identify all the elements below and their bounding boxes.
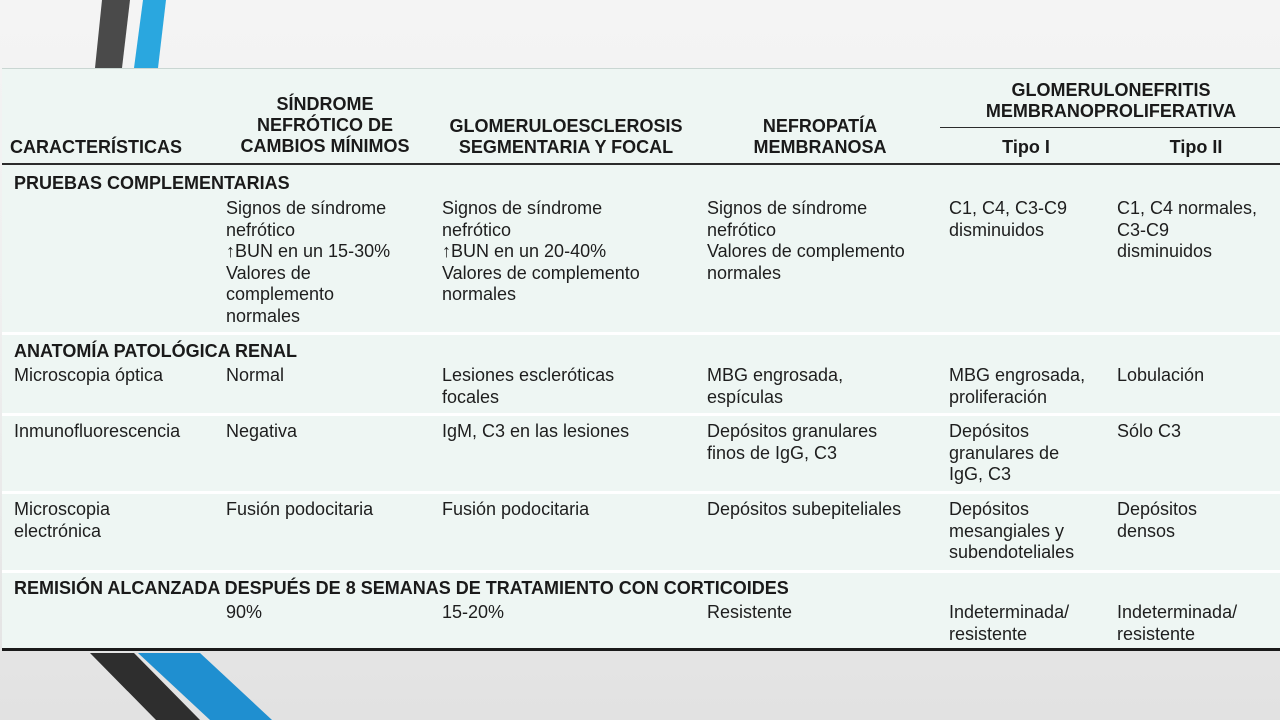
blue-stripe-top xyxy=(134,0,166,68)
cell-remision-membranosa: Resistente xyxy=(707,602,793,622)
header-tipo-1: Tipo I xyxy=(1002,137,1050,157)
cell-optica-gesf: Lesiones escleróticas focales xyxy=(442,365,615,407)
section-pruebas-complementarias xyxy=(2,164,1280,335)
row-label-optica: Microscopia óptica xyxy=(14,365,164,385)
row-label-electronica: Microscopia electrónica xyxy=(14,499,111,541)
cell-pruebas-tipo-2: C1, C4 normales, C3-C9 disminuidos xyxy=(1117,198,1258,261)
cell-electronica-cambios-minimos: Fusión podocitaria xyxy=(226,499,374,519)
cell-electronica-membranosa: Depósitos subepiteliales xyxy=(707,499,902,519)
header-caracteristicas: CARACTERÍSTICAS xyxy=(10,137,183,157)
cell-inmuno-tipo-1: Depósitos granulares de IgG, C3 xyxy=(949,421,1060,484)
row-label-inmuno: Inmunofluorescencia xyxy=(14,421,181,441)
cell-inmuno-membranosa: Depósitos granulares finos de IgG, C3 xyxy=(707,421,878,463)
section-remision xyxy=(2,573,1280,649)
cell-inmuno-gesf: IgM, C3 en las lesiones xyxy=(442,421,630,441)
cell-optica-membranosa: MBG engrosada, espículas xyxy=(707,365,844,407)
cell-electronica-tipo-1: Depósitos mesangiales y subendoteliales xyxy=(949,499,1075,562)
cell-pruebas-membranosa: Signos de síndrome nefrótico Valores de complemento normales xyxy=(707,198,905,283)
cell-remision-tipo-1: Indeterminada/ resistente xyxy=(949,602,1070,644)
comparison-table xyxy=(2,68,1280,651)
header-cambios-minimos: SÍNDROME NEFRÓTICO DE CAMBIOS MÍNIMOS xyxy=(240,94,410,156)
section-anatomia-optica xyxy=(2,335,1280,416)
header-gesf: GLOMERULOESCLEROSIS SEGMENTARIA Y FOCAL xyxy=(449,116,683,157)
header-membranosa: NEFROPATÍA MEMBRANOSA xyxy=(753,116,887,157)
cell-inmuno-cambios-minimos: Negativa xyxy=(226,421,298,441)
cell-pruebas-gesf: Signos de síndrome nefrótico ↑BUN en un 20-40% Valores de complemento normales xyxy=(442,198,640,304)
cell-pruebas-cambios-minimos: Signos de síndrome nefrótico ↑BUN en un 15-30% Valores de complemento normales xyxy=(226,198,391,326)
cell-optica-tipo-2: Lobulación xyxy=(1117,365,1205,385)
cell-remision-tipo-2: Indeterminada/ resistente xyxy=(1117,602,1238,644)
cell-optica-cambios-minimos: Normal xyxy=(226,365,285,385)
section-anatomia-electronica xyxy=(2,494,1280,573)
cell-inmuno-tipo-2: Sólo C3 xyxy=(1117,421,1182,441)
table-header xyxy=(2,69,1280,165)
section-title-remision: REMISIÓN ALCANZADA DESPUÉS DE 8 SEMANAS DE TRATAMIENTO CON CORTICOIDES xyxy=(14,578,789,598)
section-anatomia-inmuno xyxy=(2,416,1280,494)
cell-optica-tipo-1: MBG engrosada, proliferación xyxy=(949,365,1086,407)
cell-remision-cambios-minimos: 90% xyxy=(226,602,263,622)
section-title-anatomia: ANATOMÍA PATOLÓGICA RENAL xyxy=(14,341,297,361)
cell-electronica-gesf: Fusión podocitaria xyxy=(442,499,590,519)
cell-remision-gesf: 15-20% xyxy=(442,602,505,622)
header-tipo-2: Tipo II xyxy=(1169,137,1223,157)
header-gnmp: GLOMERULONEFRITIS MEMBRANOPROLIFERATIVA xyxy=(985,80,1237,121)
cell-pruebas-tipo-1: C1, C4, C3-C9 disminuidos xyxy=(949,198,1068,240)
cell-electronica-tipo-2: Depósitos densos xyxy=(1117,499,1198,541)
header-subdivider xyxy=(940,127,1280,128)
dark-stripe-top xyxy=(95,0,130,68)
section-title-pruebas: PRUEBAS COMPLEMENTARIAS xyxy=(14,173,290,193)
